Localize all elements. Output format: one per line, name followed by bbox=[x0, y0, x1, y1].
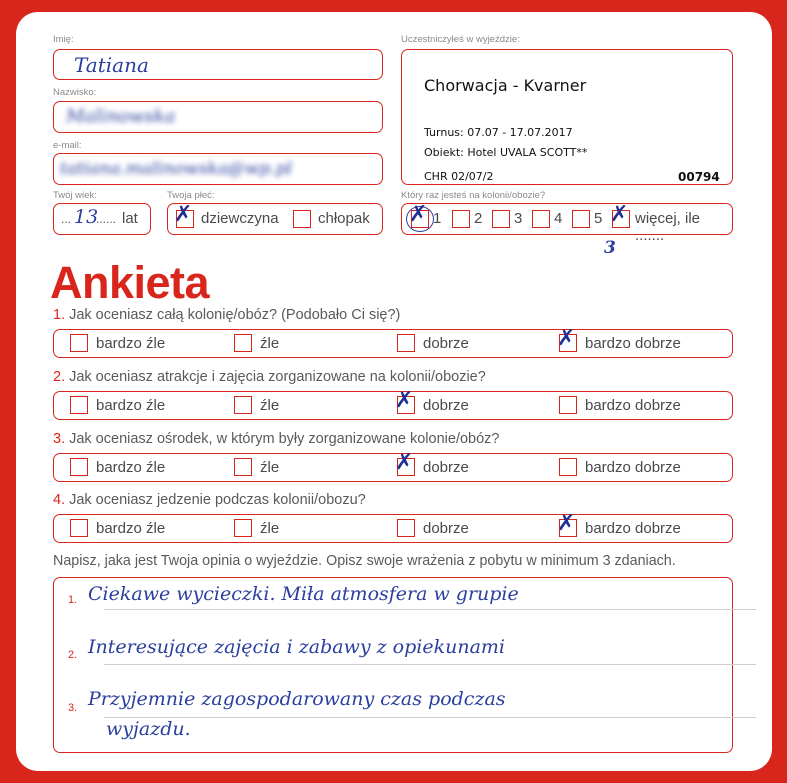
age-field[interactable] bbox=[53, 203, 151, 235]
writing-line bbox=[104, 609, 756, 610]
question-2: 2. Jak oceniasz atrakcje i zajęcia zorganizowane na kolonii/obozie? bbox=[53, 369, 486, 385]
gender-option-boy: chłopak bbox=[318, 210, 370, 227]
q4-checkbox-bad[interactable] bbox=[234, 519, 252, 537]
trip-object: Obiekt: Hotel UVALA SCOTT** bbox=[424, 146, 588, 159]
check-mark: ✗ bbox=[557, 326, 576, 351]
age-value: 13 bbox=[74, 206, 99, 228]
q3-checkbox-very-good[interactable] bbox=[559, 458, 577, 476]
surname-label: Nazwisko: bbox=[53, 87, 97, 98]
survey-sheet bbox=[16, 12, 772, 771]
answer-1-number: 1. bbox=[68, 594, 78, 606]
q2-option-bad: źle bbox=[260, 397, 280, 414]
answer-2-number: 2. bbox=[68, 649, 78, 661]
gender-label: Twoja płeć: bbox=[167, 190, 215, 201]
age-dots-left: ... bbox=[61, 212, 72, 226]
check-mark: ✗ bbox=[409, 202, 428, 227]
email-label: e-mail: bbox=[53, 140, 82, 151]
trip-code: CHR 02/07/2 bbox=[424, 170, 494, 183]
which-time-checkbox-more[interactable] bbox=[610, 202, 630, 228]
q4-checkbox-good[interactable] bbox=[397, 519, 415, 537]
which-time-option-5: 5 bbox=[594, 210, 603, 227]
question-2-options bbox=[53, 388, 733, 420]
q3-option-good: dobrze bbox=[423, 459, 469, 476]
which-time-option-3: 3 bbox=[514, 210, 523, 227]
q2-checkbox-very-bad[interactable] bbox=[70, 396, 88, 414]
q2-checkbox-very-good[interactable] bbox=[559, 396, 577, 414]
question-4: 4. Jak oceniasz jedzenie podczas kolonii/obozu? bbox=[53, 492, 366, 508]
trip-info-box bbox=[401, 49, 733, 185]
which-time-option-4: 4 bbox=[554, 210, 563, 227]
email-field[interactable] bbox=[53, 153, 383, 185]
check-mark: ✗ bbox=[610, 202, 629, 227]
gender-checkbox-girl[interactable] bbox=[174, 202, 194, 228]
q4-checkbox-very-bad[interactable] bbox=[70, 519, 88, 537]
q1-option-good: dobrze bbox=[423, 335, 469, 352]
which-time-label: Który raz jesteś na kolonii/obozie? bbox=[401, 190, 546, 201]
which-time-field bbox=[401, 202, 733, 244]
q3-option-very-bad: bardzo źle bbox=[96, 459, 166, 476]
opinion-answer-box[interactable] bbox=[53, 577, 733, 753]
q4-option-very-good: bardzo dobrze bbox=[585, 520, 681, 537]
email-value: tatiana.malinowska@wp.pl bbox=[60, 159, 293, 179]
name-label: Imię: bbox=[53, 34, 74, 45]
which-time-option-more: więcej, ile ....... bbox=[635, 210, 701, 244]
q3-checkbox-bad[interactable] bbox=[234, 458, 252, 476]
q1-checkbox-very-bad[interactable] bbox=[70, 334, 88, 352]
q3-option-bad: źle bbox=[260, 459, 280, 476]
q1-checkbox-good[interactable] bbox=[397, 334, 415, 352]
name-value: Tatiana bbox=[74, 53, 149, 77]
trip-destination: Chorwacja - Kvarner bbox=[424, 76, 587, 95]
q1-checkbox-very-good[interactable] bbox=[557, 326, 577, 352]
question-3: 3. Jak oceniasz ośrodek, w którym były zorganizowane kolonie/obóz? bbox=[53, 431, 500, 447]
answer-3-text: Przyjemnie zagospodarowany czas podczas bbox=[88, 688, 506, 710]
name-field[interactable] bbox=[53, 49, 383, 80]
which-time-checkbox-4[interactable] bbox=[532, 210, 550, 228]
gender-checkbox-boy[interactable] bbox=[293, 210, 311, 228]
which-time-option-1: 1 bbox=[433, 210, 442, 227]
which-time-checkbox-1[interactable] bbox=[409, 202, 429, 228]
q2-option-very-good: bardzo dobrze bbox=[585, 397, 681, 414]
q1-checkbox-bad[interactable] bbox=[234, 334, 252, 352]
opinion-prompt: Napisz, jaka jest Twoja opinia o wyjeździe. Opisz swoje wrażenia z pobytu w minimum 3 zdaniach. bbox=[53, 553, 676, 569]
writing-line bbox=[104, 717, 756, 718]
question-1: 1. Jak oceniasz całą kolonię/obóz? (Podobało Ci się?) bbox=[53, 307, 401, 323]
answer-3-number: 3. bbox=[68, 702, 78, 714]
surname-field[interactable] bbox=[53, 101, 383, 133]
question-3-options bbox=[53, 450, 733, 482]
q3-option-very-good: bardzo dobrze bbox=[585, 459, 681, 476]
q2-option-good: dobrze bbox=[423, 397, 469, 414]
answer-3-continuation: wyjazdu. bbox=[106, 718, 191, 740]
question-4-options bbox=[53, 511, 733, 543]
q4-checkbox-very-good[interactable] bbox=[557, 511, 577, 537]
writing-line bbox=[104, 664, 756, 665]
q3-checkbox-good[interactable] bbox=[395, 450, 415, 476]
q1-option-bad: źle bbox=[260, 335, 280, 352]
check-mark: ✗ bbox=[395, 450, 414, 475]
which-time-checkbox-2[interactable] bbox=[452, 210, 470, 228]
which-time-more-value: 3 bbox=[604, 238, 616, 258]
q3-checkbox-very-bad[interactable] bbox=[70, 458, 88, 476]
q1-option-very-good: bardzo dobrze bbox=[585, 335, 681, 352]
gender-option-girl: dziewczyna bbox=[201, 210, 279, 227]
answer-2-text: Interesujące zajęcia i zabawy z opiekunami bbox=[88, 636, 505, 658]
age-dots-right: ...... bbox=[96, 212, 117, 226]
surname-value: Malinowska bbox=[66, 106, 176, 127]
check-mark: ✗ bbox=[557, 511, 576, 536]
which-time-checkbox-3[interactable] bbox=[492, 210, 510, 228]
which-time-option-2: 2 bbox=[474, 210, 483, 227]
q2-checkbox-good[interactable] bbox=[395, 388, 415, 414]
check-mark: ✗ bbox=[395, 388, 414, 413]
check-mark: ✗ bbox=[174, 202, 193, 227]
which-time-checkbox-5[interactable] bbox=[572, 210, 590, 228]
q2-option-very-bad: bardzo źle bbox=[96, 397, 166, 414]
age-label: Twój wiek: bbox=[53, 190, 97, 201]
survey-title: Ankieta bbox=[50, 257, 210, 308]
answer-1-text: Ciekawe wycieczki. Miła atmosfera w grupie bbox=[88, 583, 519, 605]
q4-option-good: dobrze bbox=[423, 520, 469, 537]
gender-field bbox=[167, 203, 383, 235]
q4-option-very-bad: bardzo źle bbox=[96, 520, 166, 537]
trip-turnus: Turnus: 07.07 - 17.07.2017 bbox=[424, 126, 573, 139]
trip-number: 00794 bbox=[678, 170, 720, 184]
q2-checkbox-bad[interactable] bbox=[234, 396, 252, 414]
participated-label: Uczestniczyłeś w wyjeździe: bbox=[401, 34, 520, 45]
q1-option-very-bad: bardzo źle bbox=[96, 335, 166, 352]
q4-option-bad: źle bbox=[260, 520, 280, 537]
question-1-options bbox=[53, 326, 733, 358]
age-unit: lat bbox=[122, 210, 138, 227]
